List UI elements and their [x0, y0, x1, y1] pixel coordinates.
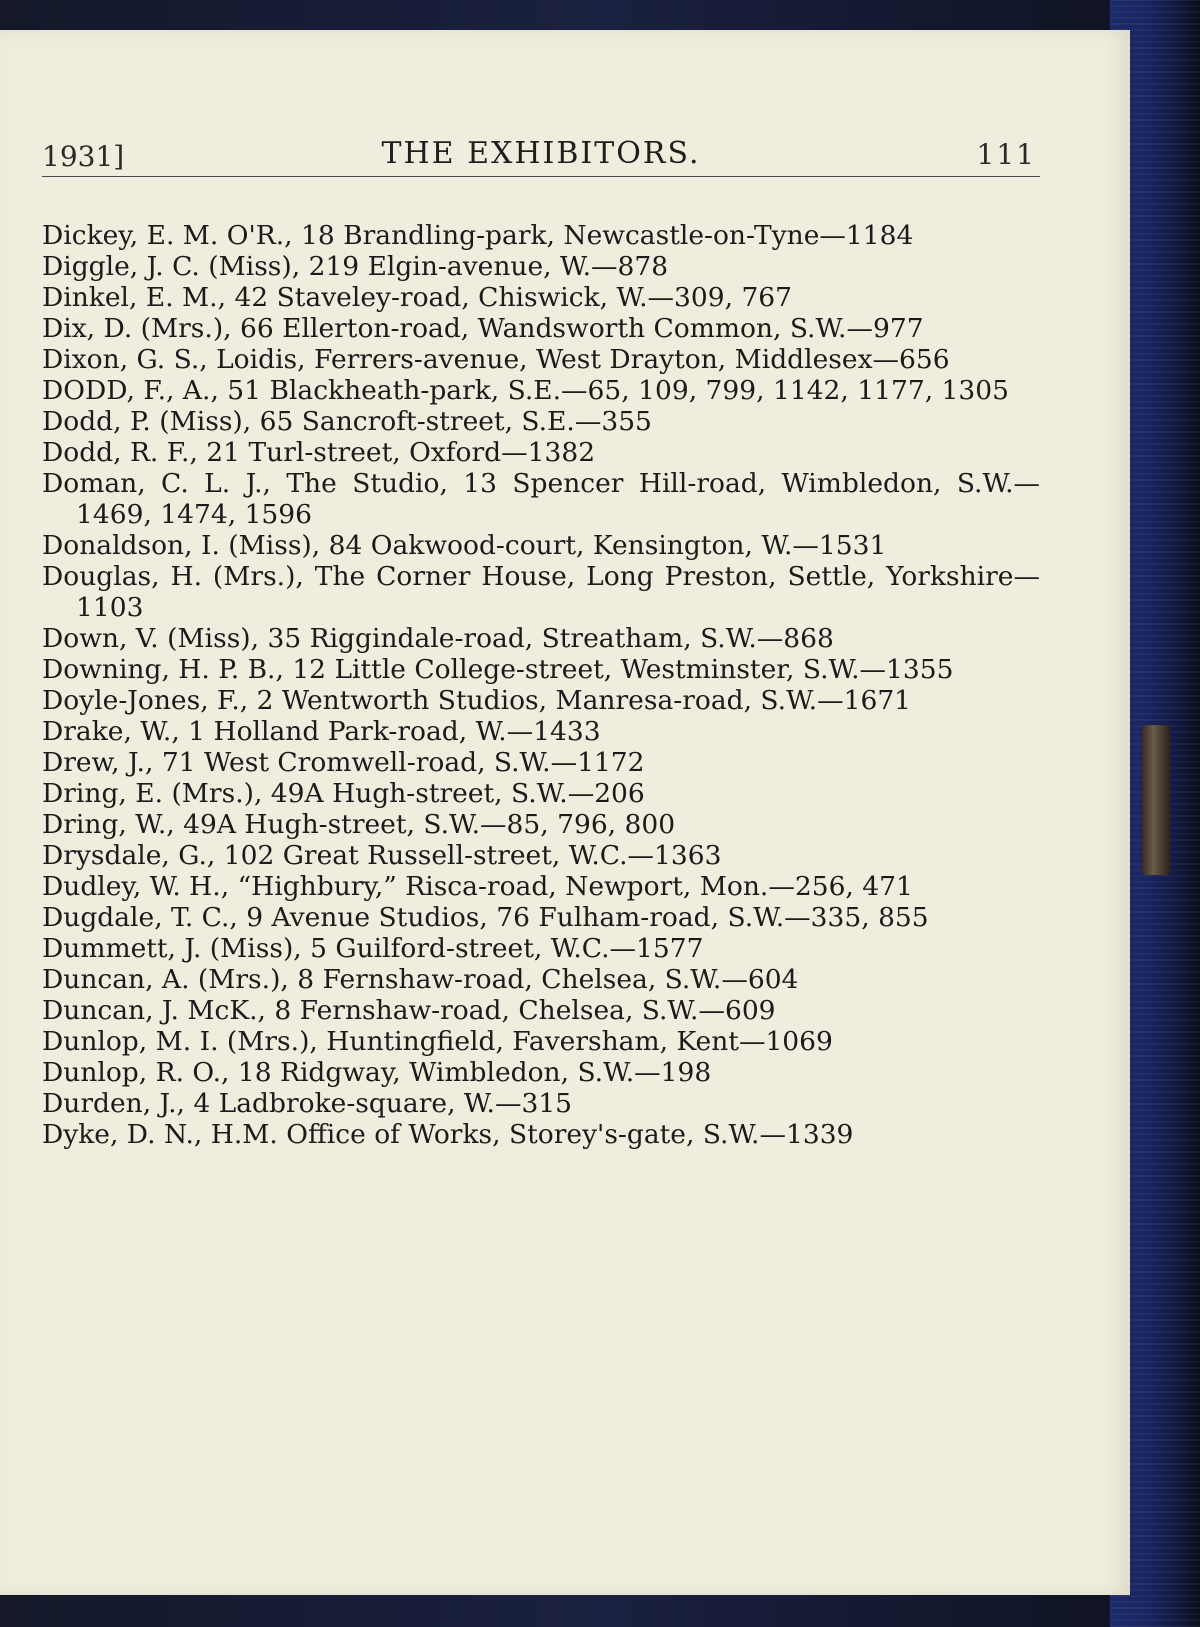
exhibitor-entry: Duncan, J. McK., 8 Fernshaw-road, Chelsea, S.W.—609 [42, 995, 776, 1026]
book-clasp [1142, 725, 1170, 875]
exhibitor-entry: Down, V. (Miss), 35 Riggindale-road, Streatham, S.W.—868 [42, 623, 834, 654]
exhibitor-entry: DODD, F., A., 51 Blackheath-park, S.E.—65, 109, 799, 1142, 1177, 1305 [42, 375, 1009, 406]
exhibitor-entry: Dinkel, E. M., 42 Staveley-road, Chiswick, W.—309, 767 [42, 282, 793, 313]
exhibitor-entry: Dyke, D. N., H.M. Office of Works, Storey's-gate, S.W.—1339 [42, 1119, 854, 1150]
exhibitor-entry: Duncan, A. (Mrs.), 8 Fernshaw-road, Chelsea, S.W.—604 [42, 964, 799, 995]
exhibitor-entry: Dixon, G. S., Loidis, Ferrers-avenue, West Drayton, Middlesex—656 [42, 344, 950, 375]
exhibitor-entry: Dugdale, T. C., 9 Avenue Studios, 76 Fulham-road, S.W.—335, 855 [42, 902, 929, 933]
exhibitor-entry: Drysdale, G., 102 Great Russell-street, W.C.—1363 [42, 840, 722, 871]
page-title: THE EXHIBITORS. [381, 136, 701, 171]
exhibitor-entry: Dudley, W. H., “Highbury,” Risca-road, Newport, Mon.—256, 471 [42, 871, 913, 902]
book-page [0, 30, 1130, 1595]
exhibitor-entry: Downing, H. P. B., 12 Little College-street, Westminster, S.W.—1355 [42, 654, 954, 685]
exhibitor-entry: Dummett, J. (Miss), 5 Guilford-street, W.C.—1577 [42, 933, 704, 964]
exhibitor-entry: Douglas, H. (Mrs.), The Corner House, Long Preston, Settle, Yorkshire—1103 [42, 561, 1040, 623]
exhibitor-entry: Drew, J., 71 West Cromwell-road, S.W.—1172 [42, 747, 645, 778]
exhibitor-entry: Doman, C. L. J., The Studio, 13 Spencer Hill-road, Wimbledon, S.W.—1469, 1474, 1596 [42, 468, 1040, 530]
running-head [42, 116, 1040, 177]
exhibitor-entry: Dunlop, R. O., 18 Ridgway, Wimbledon, S.W.—198 [42, 1057, 712, 1088]
exhibitor-entry: Donaldson, I. (Miss), 84 Oakwood-court, Kensington, W.—1531 [42, 530, 887, 561]
exhibitor-entry: Dring, W., 49A Hugh-street, S.W.—85, 796, 800 [42, 809, 676, 840]
exhibitor-entry: Dring, E. (Mrs.), 49A Hugh-street, S.W.—206 [42, 778, 645, 809]
header-year: 1931] [42, 140, 125, 173]
exhibitor-list [42, 220, 1040, 1150]
exhibitor-entry: Dodd, R. F., 21 Turl-street, Oxford—1382 [42, 437, 596, 468]
exhibitor-entry: Dunlop, M. I. (Mrs.), Huntingfield, Faversham, Kent—1069 [42, 1026, 833, 1057]
exhibitor-entry: Diggle, J. C. (Miss), 219 Elgin-avenue, W.—878 [42, 251, 669, 282]
exhibitor-entry: Drake, W., 1 Holland Park-road, W.—1433 [42, 716, 601, 747]
exhibitor-entry: Dodd, P. (Miss), 65 Sancroft-street, S.E.—355 [42, 406, 652, 437]
exhibitor-entry: Dix, D. (Mrs.), 66 Ellerton-road, Wandsworth Common, S.W.—977 [42, 313, 924, 344]
exhibitor-entry: Durden, J., 4 Ladbroke-square, W.—315 [42, 1088, 573, 1119]
exhibitor-entry: Dickey, E. M. O'R., 18 Brandling-park, Newcastle-on-Tyne—1184 [42, 220, 914, 251]
page-number: 111 [976, 138, 1036, 171]
exhibitor-entry: Doyle-Jones, F., 2 Wentworth Studios, Manresa-road, S.W.—1671 [42, 685, 912, 716]
